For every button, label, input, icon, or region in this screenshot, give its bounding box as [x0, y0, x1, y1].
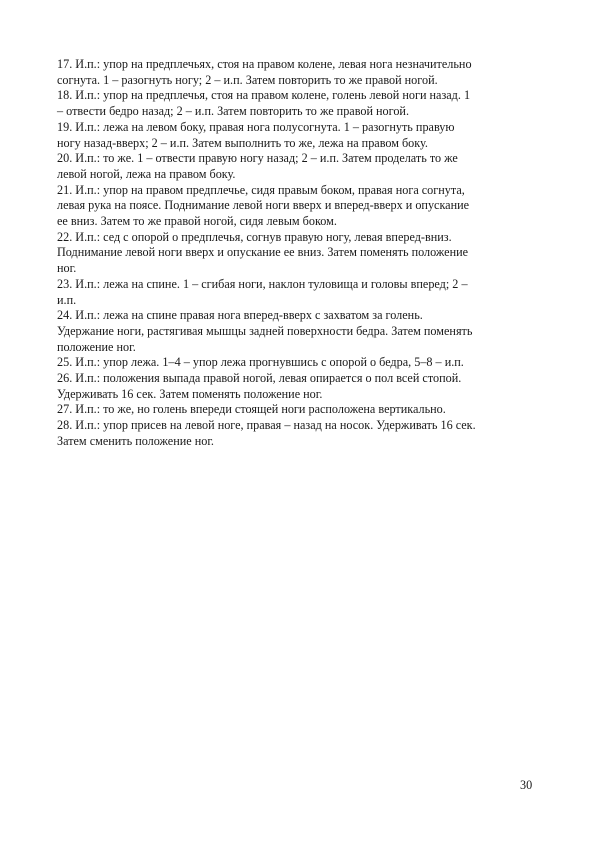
exercise-25: [57, 355, 541, 371]
exercise-line: 28. И.п.: упор присев на левой ноге, правая – назад на носок. Удерживать 16 сек.: [57, 418, 476, 433]
exercise-line: 19. И.п.: лежа на левом боку, правая нога полусогнута. 1 – разогнуть правую: [57, 119, 455, 134]
exercise-line: 26. И.п.: положения выпада правой ногой, левая опирается о пол всей стопой.: [57, 371, 462, 386]
exercise-line: 17. И.п.: упор на предплечьях, стоя на правом колене, левая нога незначительно: [57, 57, 472, 71]
exercise-line: ее вниз. Затем то же правой ногой, сидя левым боком.: [57, 214, 337, 229]
exercise-27: [57, 402, 541, 418]
exercise-21: [57, 183, 541, 230]
exercise-line: 21. И.п.: упор на правом предплечье, сидя правым боком, правая нога согнута,: [57, 182, 465, 197]
exercise-line: 20. И.п.: то же. 1 – отвести правую ногу назад; 2 – и.п. Затем проделать то же: [57, 151, 458, 166]
exercise-line: – отвести бедро назад; 2 – и.п. Затем повторить то же правой ногой.: [57, 104, 410, 119]
exercise-line: левая рука на поясе. Поднимание левой ноги вверх и вперед-вверх и опускание: [57, 198, 470, 213]
exercise-line: положение ног.: [57, 339, 136, 354]
exercise-line: согнута. 1 – разогнуть ногу; 2 – и.п. Затем повторить то же правой ногой.: [57, 72, 438, 87]
exercise-line: Поднимание левой ноги вверх и опускание ее вниз. Затем поменять положение: [57, 245, 469, 260]
exercise-20: [57, 151, 541, 182]
exercise-line: 22. И.п.: сед с опорой о предплечья, согнув правую ногу, левая вперед-вниз.: [57, 229, 452, 244]
exercise-line: 23. И.п.: лежа на спине. 1 – сгибая ноги, наклон туловища и головы вперед; 2 –: [57, 276, 468, 291]
exercise-line: левой ногой, лежа на правом боку.: [57, 166, 236, 181]
exercise-24: [57, 308, 541, 355]
exercise-18: [57, 88, 541, 119]
exercise-17: [57, 57, 541, 88]
exercise-line: ногу назад-вверх; 2 – и.п. Затем выполнить то же, лежа на правом боку.: [57, 135, 428, 150]
exercise-line: Удерживать 16 сек. Затем поменять положение ног.: [57, 386, 323, 401]
exercise-line: Удержание ноги, растягивая мышцы задней поверхности бедра. Затем поменять: [57, 323, 473, 338]
exercise-22: [57, 230, 541, 277]
exercise-line: и.п.: [57, 292, 77, 307]
exercise-19: [57, 120, 541, 151]
exercise-line: Затем сменить положение ног.: [57, 433, 214, 448]
exercise-23: [57, 277, 541, 308]
exercise-28: [57, 418, 541, 449]
exercise-line: 25. И.п.: упор лежа. 1–4 – упор лежа прогнувшись с опорой о бедра, 5–8 – и.п.: [57, 355, 464, 370]
exercise-list: [57, 57, 541, 450]
exercise-line: ног.: [57, 261, 77, 276]
exercise-line: 18. И.п.: упор на предплечья, стоя на правом колене, голень левой ноги назад. 1: [57, 88, 471, 103]
page-number: 30: [520, 778, 533, 792]
exercise-line: 27. И.п.: то же, но голень впереди стоящей ноги расположена вертикально.: [57, 402, 446, 417]
exercise-26: [57, 371, 541, 402]
exercise-line: 24. И.п.: лежа на спине правая нога вперед-вверх с захватом за голень.: [57, 308, 423, 323]
